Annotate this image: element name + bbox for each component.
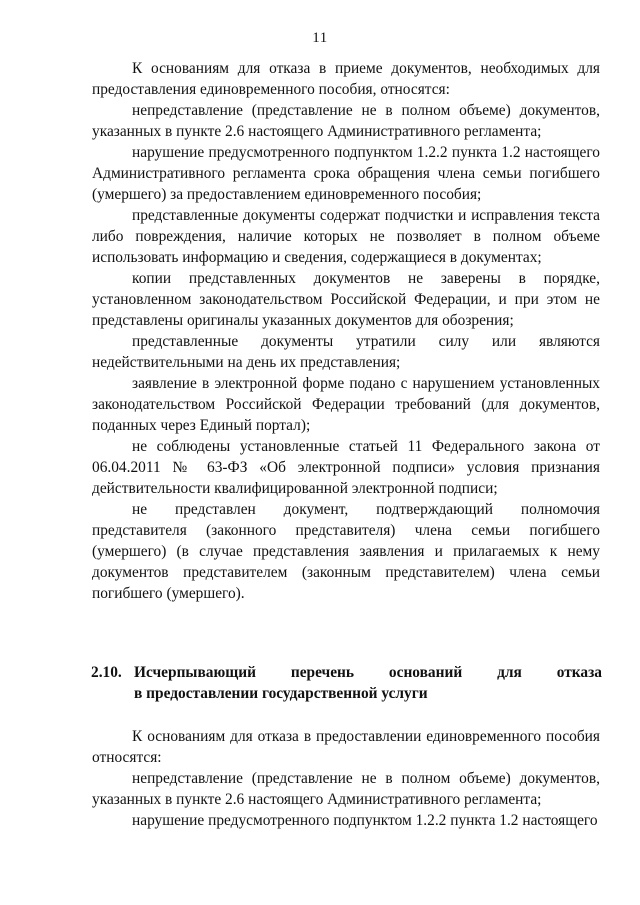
section-heading: [91, 662, 602, 704]
section-title-line-1: Исчерпывающий перечень оснований для отказа: [134, 664, 602, 681]
section-title-line-2: в предоставлении государственной услуги: [134, 685, 428, 702]
paragraph-item: заявление в электронной форме подано с нарушением установленных законодательством Российской Федерации требований (для документов, поданных через Единый портал);: [92, 375, 600, 434]
paragraph-item: не представлен документ, подтверждающий полномочия представителя (законного представителя) члена семьи погибшего (умершего) (в случае представления заявления и прилагаемых к нему документов представителем (законным представителем) члена семьи погибшего (умершего).: [92, 501, 600, 602]
paragraph-intro: К основаниям для отказа в предоставлении единовременного пособия относятся:: [92, 728, 600, 766]
paragraph-item: нарушение предусмотренного подпунктом 1.2.2 пункта 1.2 настоящего Административного регламента срока обращения члена семьи погибшего (умершего) за предоставлением единовременного пособия;: [92, 144, 600, 203]
grounds-refusal-acceptance-block: [92, 58, 600, 604]
paragraph-item: не соблюдены установленные статьей 11 Федерального закона от 06.04.2011 № 63-ФЗ «Об электронной подписи» условия признания действительности квалифицированной электронной подписи;: [92, 438, 600, 497]
paragraph-item: представленные документы утратили силу или являются недействительными на день их представления;: [92, 333, 600, 371]
paragraph-item: представленные документы содержат подчистки и исправления текста либо повреждения, наличие которых не позволяет в полном объеме использовать информацию и сведения, содержащиеся в документах;: [92, 207, 600, 266]
paragraph-item: непредставление (представление не в полном объеме) документов, указанных в пункте 2.6 настоящего Административного регламента;: [92, 102, 600, 140]
paragraph-item: нарушение предусмотренного подпунктом 1.2.2 пункта 1.2 настоящего: [132, 812, 598, 829]
grounds-refusal-service-block: [92, 726, 600, 831]
page-number: 11: [312, 30, 328, 46]
paragraph-item: копии представленных документов не заверены в порядке, установленном законодательством Российской Федерации, и при этом не представлены оригиналы указанных документов для обозрения;: [92, 270, 600, 329]
section-number: 2.10.: [91, 664, 122, 681]
paragraph-intro: К основаниям для отказа в приеме документов, необходимых для предоставления единовременного пособия, относятся:: [92, 60, 600, 98]
paragraph-item: непредставление (представление не в полном объеме) документов, указанных в пункте 2.6 настоящего Административного регламента;: [92, 770, 600, 808]
